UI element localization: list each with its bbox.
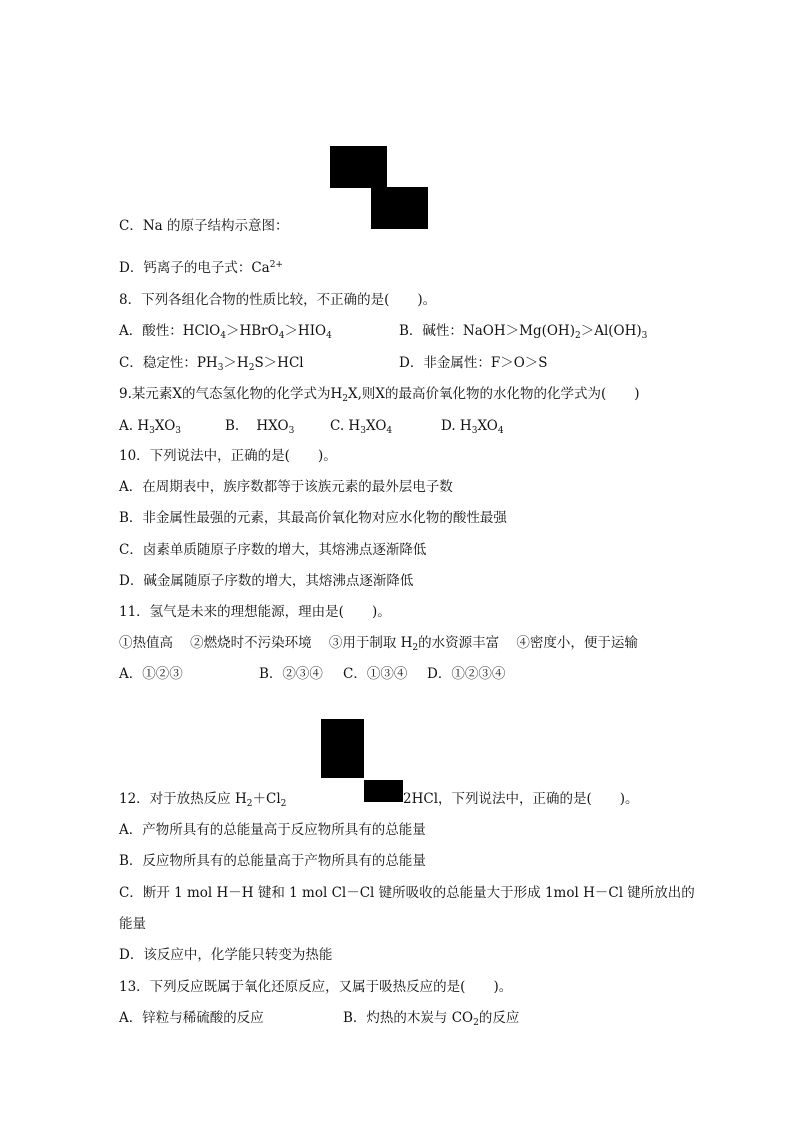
q8-option-c: C．稳定性：$PH_3>H_2S>HCl$ xyxy=(119,355,304,373)
q9-option-b: B. $HXO_3$ xyxy=(225,418,295,436)
q11-reason-1: ①热值高 xyxy=(119,635,173,651)
q7-option-c: C．Na 的原子结构示意图： xyxy=(119,218,289,234)
q10-option-a: A．在周期表中，族序数都等于该族元素的最外层电子数 xyxy=(119,479,453,495)
q11-reason-2: ②燃烧时不污染环境 xyxy=(190,635,312,651)
q9-stem: 9.某元素X的气态氢化物的化学式为$H_2X$,则X的最高价氧化物的水化物的化学式为( ) xyxy=(119,386,640,404)
q8-option-d: D．非金属性：F＞O＞S xyxy=(399,355,548,371)
q11-option-c: C．①③④ xyxy=(343,666,408,682)
q12-stem-right: 2HCl，下列说法中，正确的是( )。 xyxy=(403,791,639,807)
q12-option-d: D．该反应中，化学能只转变为热能 xyxy=(119,947,333,963)
q8-option-b: B．碱性：$NaOH>Mg(OH)_2>Al(OH)_3$ xyxy=(399,323,648,341)
q13-stem: 13．下列反应既属于氧化还原反应，又属于吸热反应的是( )。 xyxy=(119,979,513,995)
atom-diagram-block-bottom xyxy=(371,187,428,229)
q11-reason-4: ④密度小，便于运输 xyxy=(516,635,638,651)
q11-option-a: A．①②③ xyxy=(119,666,183,682)
q11-stem: 11．氢气是未来的理想能源，理由是( )。 xyxy=(119,604,391,620)
q10-stem: 10．下列说法中，正确的是( )。 xyxy=(119,448,337,464)
q10-option-c: C．卤素单质随原子序数的增大，其熔沸点逐渐降低 xyxy=(119,542,427,558)
q8-option-a: A．酸性：$HClO_4>HBrO_4>HIO_4$ xyxy=(119,323,332,341)
q11-option-b: B．②③④ xyxy=(259,666,323,682)
q10-option-d: D．碱金属随原子序数的增大，其熔沸点逐渐降低 xyxy=(119,573,414,589)
q11-option-d: D．①②③④ xyxy=(427,666,506,682)
atom-diagram-block-top xyxy=(330,146,387,188)
q12-option-c-line2: 能量 xyxy=(119,916,146,932)
q12-option-c-line1: C．断开 1 mol H－H 键和 1 mol Cl－Cl 键所吸收的总能量大于形成 1mol H－Cl 键所放出的 xyxy=(119,885,695,901)
q8-stem: 8．下列各组化合物的性质比较，不正确的是( )。 xyxy=(119,292,437,308)
q13-option-a: A．锌粒与稀硫酸的反应 xyxy=(119,1010,264,1026)
q11-reason-3: ③用于制取 $H_2$的水资源丰富 xyxy=(328,635,500,653)
q13-option-b: B．灼热的木炭与 $CO_2$的反应 xyxy=(343,1010,520,1028)
q11-reasons xyxy=(119,634,638,652)
q9-option-d: D. $H_3XO_4$ xyxy=(441,418,504,436)
reaction-condition-block-top xyxy=(321,719,364,778)
reaction-condition-block-bottom xyxy=(364,780,403,802)
q12-option-b: B．反应物所具有的总能量高于产物所具有的总能量 xyxy=(119,853,426,869)
q7-option-d: D．钙离子的电子式：$Ca^{2+}$ xyxy=(119,260,283,276)
q12-stem-left: 12．对于放热反应 $H_2+Cl_2$ xyxy=(119,791,287,809)
q9-option-a: A. $H_3XO_3$ xyxy=(119,418,182,436)
q12-option-a: A．产物所具有的总能量高于反应物所具有的总能量 xyxy=(119,822,426,838)
q9-option-c: C. $H_3XO_4$ xyxy=(330,418,393,436)
q10-option-b: B．非金属性最强的元素，其最高价氧化物对应水化物的酸性最强 xyxy=(119,510,507,526)
